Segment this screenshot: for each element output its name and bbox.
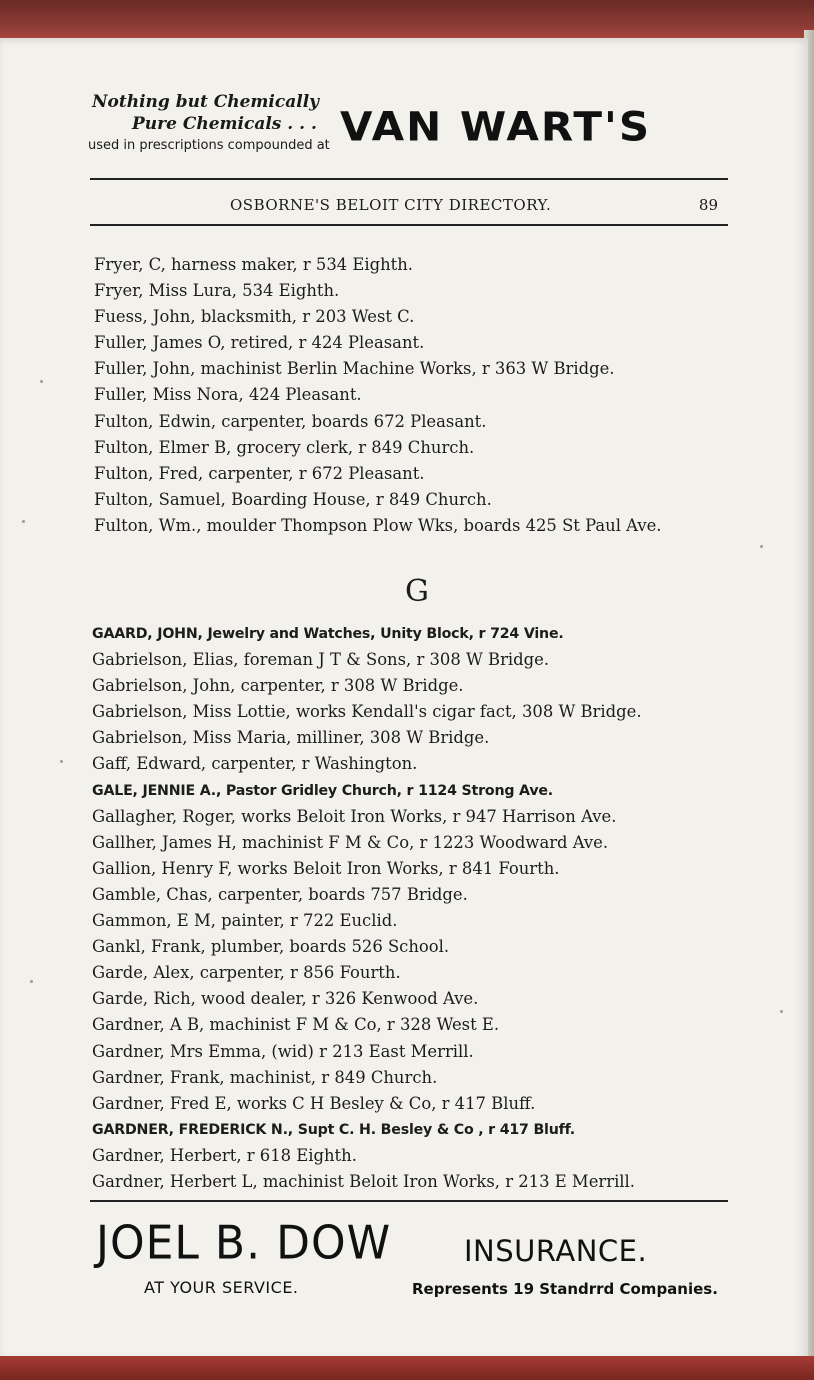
directory-entry: Gabrielson, Elias, foreman J T & Sons, r 308 W Bridge. <box>92 650 550 670</box>
directory-entry: Gardner, Fred E, works C H Besley & Co, r 417 Bluff. <box>92 1093 536 1113</box>
directory-entry: Fryer, C, harness maker, r 534 Eighth. <box>94 255 413 274</box>
book-binding-bottom <box>0 1356 814 1380</box>
scan-speck <box>780 1010 783 1013</box>
header-rule-top <box>90 178 728 180</box>
scan-speck <box>760 545 763 548</box>
directory-entry: Fuess, John, blacksmith, r 203 West C. <box>94 307 415 327</box>
top-advertisement <box>88 88 728 160</box>
scan-speck <box>60 760 63 763</box>
section-letter: G <box>405 574 429 609</box>
directory-entry: Garde, Rich, wood dealer, r 326 Kenwood Ave. <box>92 989 479 1009</box>
bottom-advertisement <box>92 1218 732 1308</box>
directory-entry: Gallher, James H, machinist F M & Co, r 1223 Woodward Ave. <box>92 832 609 852</box>
ad-brand-name: VAN WART'S <box>340 103 652 150</box>
directory-entry: Gardner, Mrs Emma, (wid) r 213 East Merrill. <box>92 1041 474 1061</box>
directory-entry: Fulton, Samuel, Boarding House, r 849 Church. <box>94 489 492 509</box>
ad-slogan-line2: Pure Chemicals . . . <box>132 114 317 134</box>
directory-entry: Fuller, James O, retired, r 424 Pleasant. <box>94 333 425 353</box>
directory-entry: Fulton, Edwin, carpenter, boards 672 Pleasant. <box>94 411 487 431</box>
entries-f-list <box>94 252 794 539</box>
directory-title: OSBORNE'S BELOIT CITY DIRECTORY. <box>230 196 552 214</box>
directory-entry: Gamble, Chas, carpenter, boards 757 Bridge. <box>92 884 468 904</box>
footer-rule <box>90 1200 728 1202</box>
directory-entry: Gardner, Herbert L, machinist Beloit Iron Works, r 213 E Merrill. <box>92 1171 636 1191</box>
directory-entry: GAARD, JOHN, Jewelry and Watches, Unity Block, r 724 Vine. <box>92 626 564 642</box>
directory-entry: Garde, Alex, carpenter, r 856 Fourth. <box>92 963 401 983</box>
directory-entry: Fulton, Fred, carpenter, r 672 Pleasant. <box>94 463 425 483</box>
directory-entry: Gallagher, Roger, works Beloit Iron Works, r 947 Harrison Ave. <box>92 806 617 826</box>
directory-entry: Gardner, Frank, machinist, r 849 Church. <box>92 1067 438 1087</box>
ad-person-name: JOEL B. DOW <box>96 1216 392 1271</box>
ad-insurance-text: INSURANCE. <box>464 1234 648 1268</box>
ad-slogan-line3: used in prescriptions compounded at <box>88 138 330 153</box>
ad-service-text: AT YOUR SERVICE. <box>144 1278 299 1297</box>
page-number: 89 <box>698 196 718 214</box>
directory-entry: Fryer, Miss Lura, 534 Eighth. <box>94 281 340 301</box>
directory-entry: Fulton, Elmer B, grocery clerk, r 849 Church. <box>94 437 475 457</box>
directory-entry: Gallion, Henry F, works Beloit Iron Works, r 841 Fourth. <box>92 858 560 878</box>
scan-speck <box>30 980 33 983</box>
ad-slogan-line1: Nothing but Chemically <box>92 92 320 112</box>
directory-entry: Gabrielson, Miss Maria, milliner, 308 W Bridge. <box>92 728 490 748</box>
directory-entry: Fuller, Miss Nora, 424 Pleasant. <box>94 385 362 405</box>
directory-entry: Gardner, Herbert, r 618 Eighth. <box>92 1145 357 1165</box>
ad-represents-text: Represents 19 Standrrd Companies. <box>412 1280 718 1298</box>
directory-entry: GALE, JENNIE A., Pastor Gridley Church, r 1124 Strong Ave. <box>92 782 553 799</box>
entries-g-list <box>92 621 802 1195</box>
directory-entry: Gankl, Frank, plumber, boards 526 School. <box>92 937 450 957</box>
directory-entry: Gaff, Edward, carpenter, r Washington. <box>92 754 418 774</box>
directory-entry: Fulton, Wm., moulder Thompson Plow Wks, boards 425 St Paul Ave. <box>94 515 662 535</box>
directory-entry: Gabrielson, John, carpenter, r 308 W Bridge. <box>92 676 464 696</box>
directory-entry: Gardner, A B, machinist F M & Co, r 328 West E. <box>92 1015 500 1035</box>
header-rule-bottom <box>90 224 728 226</box>
directory-entry: GARDNER, FREDERICK N., Supt C. H. Besley & Co , r 417 Bluff. <box>92 1121 575 1138</box>
directory-entry: Gabrielson, Miss Lottie, works Kendall's cigar fact, 308 W Bridge. <box>92 702 642 722</box>
directory-entry: Fuller, John, machinist Berlin Machine Works, r 363 W Bridge. <box>94 359 615 379</box>
running-head <box>90 194 728 220</box>
scan-speck <box>40 380 43 383</box>
scan-speck <box>22 520 25 523</box>
directory-entry: Gammon, E M, painter, r 722 Euclid. <box>92 911 398 931</box>
